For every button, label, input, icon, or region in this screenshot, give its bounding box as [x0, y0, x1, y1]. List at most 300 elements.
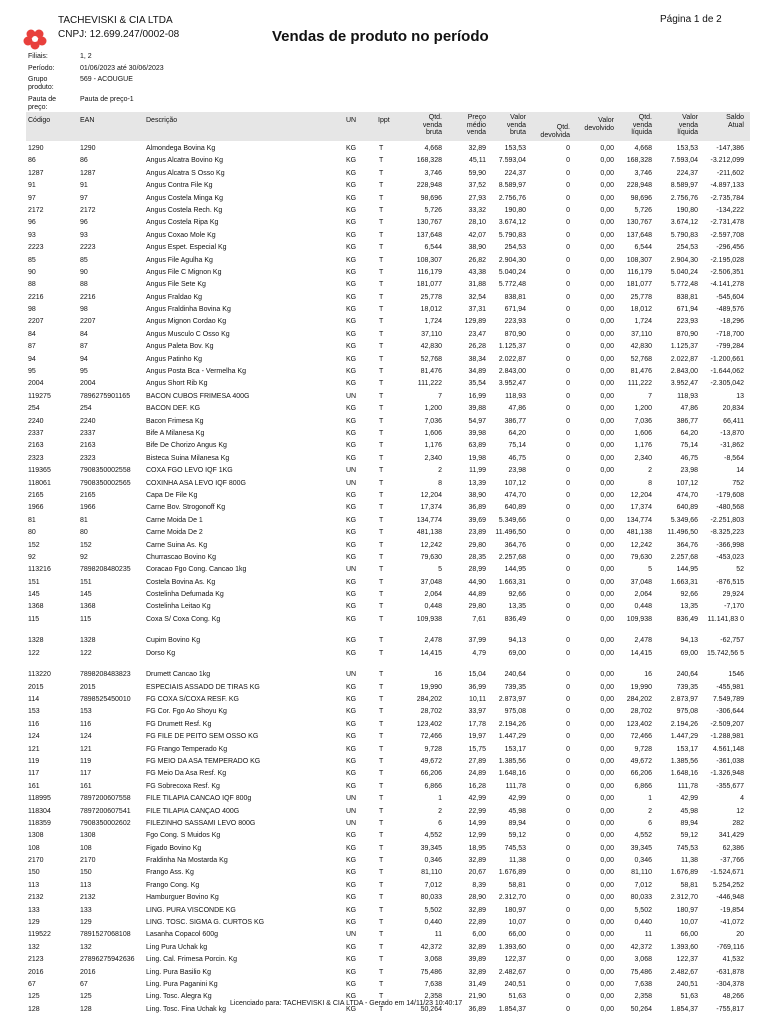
cell-valor-venda-bruta: 153,53: [504, 145, 526, 152]
cell-saldo-atual: -7,170: [724, 603, 744, 611]
cell-preco-medio: 14,99: [468, 819, 486, 827]
cell-un: KG: [346, 318, 357, 326]
cell-valor-venda-bruta: 2.194,26: [498, 720, 526, 728]
cell-un: UN: [346, 931, 357, 939]
cell-saldo-atual: -304,378: [716, 981, 744, 988]
cell-valor-devolvido: 0,00: [600, 881, 614, 889]
cell-qtd-devolvida: 0: [566, 869, 570, 877]
cell-qtd-devolvida: 0: [566, 819, 570, 827]
col-ean: EAN: [80, 117, 95, 124]
cell-valor-venda-liquida: 745,53: [676, 844, 698, 852]
cell-ippt: T: [379, 770, 384, 778]
cell-descricao: FILE TILAPIA CANÇAO 400G: [146, 807, 240, 815]
cell-codigo: 1287: [28, 169, 44, 177]
cell-codigo: 2323: [28, 454, 44, 462]
cell-un: KG: [346, 405, 357, 413]
cell-qtd-venda-bruta: 42,830: [420, 343, 442, 351]
cell-descricao: Cupim Bovino Kg: [146, 637, 201, 645]
cell-valor-venda-bruta: 64,20: [508, 429, 526, 437]
cell-un: UN: [346, 479, 357, 487]
cell-preco-medio: 45,11: [469, 157, 486, 165]
cell-codigo: 2132: [28, 894, 44, 902]
table-row: [26, 279, 750, 291]
cell-valor-venda-liquida: 386,77: [676, 417, 698, 425]
cell-descricao: Angus Fraldao Kg: [146, 293, 203, 301]
cell-un: KG: [346, 906, 357, 914]
cell-valor-venda-liquida: 69,00: [680, 649, 698, 657]
cell-qtd-venda-bruta: 137,648: [416, 231, 442, 239]
cell-saldo-atual: 20,834: [722, 405, 744, 413]
cell-valor-venda-liquida: 1.385,56: [670, 757, 698, 765]
cell-qtd-venda-bruta: 116,179: [417, 268, 442, 276]
cell-valor-venda-bruta: 745,53: [504, 844, 526, 852]
cell-valor-venda-liquida: 107,12: [676, 479, 698, 487]
cell-descricao: Ling Pura Uchak kg: [146, 943, 208, 951]
cell-qtd-venda-bruta: 17,374: [420, 504, 442, 512]
cell-qtd-venda-bruta: 1,176: [424, 442, 442, 450]
cell-saldo-atual: 4.561,148: [712, 745, 744, 753]
cell-codigo: 122: [28, 649, 40, 657]
cell-qtd-venda-bruta: 28,702: [420, 708, 442, 716]
cell-descricao: Bife A Milanesa Kg: [146, 429, 205, 437]
cell-qtd-devolvida: 0: [566, 293, 570, 301]
cell-qtd-venda-bruta: 8: [438, 479, 442, 487]
cell-valor-venda-liquida: 640,89: [676, 504, 698, 512]
cell-codigo: 116: [28, 720, 40, 728]
col-valor-devolvido: Valor devolvido: [584, 117, 614, 132]
cell-saldo-atual: -1.524,671: [710, 869, 744, 877]
cell-qtd-devolvida: 0: [566, 591, 570, 599]
cell-valor-venda-bruta: 838,81: [504, 293, 526, 301]
cell-ean: 161: [80, 782, 92, 790]
cell-preco-medio: 21,90: [468, 993, 486, 1001]
cell-qtd-venda-liquida: 9,728: [634, 745, 652, 753]
cell-un: KG: [346, 615, 357, 623]
cell-valor-venda-liquida: 5.772,48: [670, 281, 698, 289]
cell-preco-medio: 10,11: [469, 696, 486, 704]
cell-saldo-atual: -41,072: [720, 919, 744, 927]
cell-valor-venda-bruta: 2.257,68: [498, 553, 526, 561]
cell-valor-venda-bruta: 94,13: [508, 637, 526, 645]
cell-saldo-atual: -134,222: [716, 206, 744, 214]
cell-valor-venda-liquida: 836,49: [676, 615, 698, 623]
cell-ippt: T: [379, 993, 384, 1001]
table-row: [26, 267, 750, 279]
cell-qtd-venda-bruta: 1,606: [424, 429, 442, 437]
cell-saldo-atual: -631,878: [716, 968, 744, 976]
cell-qtd-devolvida: 0: [566, 603, 570, 611]
cell-un: KG: [346, 591, 357, 599]
cell-ippt: T: [379, 231, 384, 239]
cell-qtd-venda-liquida: 0,440: [634, 919, 652, 927]
cell-valor-venda-liquida: 2.257,68: [670, 553, 698, 561]
cell-valor-devolvido: 0,00: [600, 467, 614, 475]
cell-qtd-venda-liquida: 16: [644, 671, 652, 679]
cell-qtd-venda-liquida: 134,774: [626, 516, 652, 524]
cell-valor-venda-liquida: 3.674,12: [670, 219, 698, 227]
cell-qtd-venda-liquida: 2,358: [634, 993, 652, 1001]
cell-ean: 115: [80, 615, 92, 623]
filter-value: 1, 2: [80, 53, 92, 60]
cell-un: UN: [346, 807, 357, 815]
cell-codigo: 254: [28, 405, 40, 413]
cell-ippt: T: [379, 637, 384, 645]
cell-valor-venda-liquida: 2.312,70: [670, 894, 698, 902]
cell-saldo-atual: -211,602: [716, 169, 744, 177]
cell-qtd-venda-bruta: 81,110: [421, 869, 442, 877]
page-number: Página 1 de 2: [660, 14, 722, 25]
cell-valor-venda-liquida: 223,93: [676, 318, 698, 326]
cell-qtd-venda-liquida: 1,200: [634, 405, 652, 413]
cell-codigo: 115: [28, 615, 40, 623]
cell-preco-medio: 27,93: [468, 194, 486, 202]
cell-qtd-devolvida: 0: [566, 516, 570, 524]
cell-qtd-venda-bruta: 7,638: [424, 981, 442, 988]
cell-descricao: FG Drumett Resf. Kg: [146, 720, 212, 728]
cell-saldo-atual: -3.212,099: [710, 157, 744, 165]
filter-value: Pauta de preço-1: [80, 96, 134, 103]
table-row: [26, 527, 750, 539]
cell-descricao: Angus Short Rib Kg: [146, 380, 208, 388]
cell-un: KG: [346, 857, 357, 865]
cell-saldo-atual: -2.506,351: [710, 268, 744, 276]
cell-ippt: T: [379, 206, 384, 214]
cell-un: KG: [346, 293, 357, 301]
cell-qtd-venda-liquida: 7: [648, 392, 652, 400]
cell-qtd-devolvida: 0: [566, 467, 570, 475]
cell-qtd-venda-liquida: 130,767: [626, 219, 652, 227]
cell-qtd-venda-liquida: 137,648: [626, 231, 652, 239]
cell-codigo: 95: [28, 368, 36, 376]
cell-valor-venda-liquida: 23,98: [680, 467, 698, 475]
cell-ean: 7898208480235: [80, 566, 131, 574]
cell-qtd-venda-bruta: 2: [438, 467, 442, 475]
col-qtd-venda-bruta: Qtd. venda bruta: [422, 114, 442, 136]
cell-qtd-venda-liquida: 1: [648, 795, 652, 803]
cell-valor-venda-liquida: 1.663,31: [670, 578, 698, 586]
cell-qtd-devolvida: 0: [566, 454, 570, 462]
cell-qtd-venda-liquida: 7,036: [634, 417, 652, 425]
cell-qtd-venda-liquida: 7,012: [634, 881, 652, 889]
cell-valor-venda-liquida: 111,78: [677, 782, 698, 790]
cell-valor-venda-liquida: 671,94: [676, 306, 698, 314]
cell-valor-venda-bruta: 7.593,04: [498, 157, 526, 165]
cell-ippt: T: [379, 671, 384, 679]
cell-valor-venda-liquida: 58,81: [680, 881, 698, 889]
cell-qtd-venda-liquida: 18,012: [630, 306, 652, 314]
cell-valor-devolvido: 0,00: [600, 268, 614, 276]
table-header: [26, 112, 750, 141]
cell-un: KG: [346, 578, 357, 586]
cell-descricao: FG MEIO DA ASA TEMPERADO KG: [146, 757, 261, 765]
table-row: [26, 292, 750, 304]
cell-saldo-atual: 12: [736, 807, 744, 815]
cell-qtd-venda-bruta: 98,696: [420, 194, 442, 202]
cell-qtd-devolvida: 0: [566, 145, 570, 152]
cell-qtd-devolvida: 0: [566, 318, 570, 326]
cell-descricao: Lasanha Copacol 600g: [146, 931, 219, 939]
cell-descricao: Angus Costela Ripa Kg: [146, 219, 219, 227]
cell-qtd-devolvida: 0: [566, 1005, 570, 1013]
table-row: [26, 354, 750, 366]
cell-ean: 67: [80, 981, 88, 988]
table-row: [26, 540, 750, 552]
cell-codigo: 87: [28, 343, 36, 351]
cell-preco-medio: 12,99: [468, 832, 486, 840]
cell-ean: 152: [80, 541, 92, 549]
cell-qtd-venda-liquida: 11: [644, 931, 652, 939]
cell-ippt: T: [379, 219, 384, 227]
cell-descricao: Coracao Fgo Cong. Cancao 1kg: [146, 566, 247, 574]
cell-saldo-atual: -19,854: [720, 906, 744, 914]
cell-un: KG: [346, 541, 357, 549]
col-saldo-atual: Saldo Atual: [726, 114, 744, 129]
cell-preco-medio: 37,31: [468, 306, 486, 314]
cell-valor-venda-liquida: 2.873,97: [670, 696, 698, 704]
cell-preco-medio: 28,99: [468, 566, 486, 574]
company-info: [58, 14, 179, 42]
cell-saldo-atual: 62,386: [722, 844, 744, 852]
cell-valor-devolvido: 0,00: [600, 380, 614, 388]
cell-descricao: FILEZINHO SASSAMI LEVO 800G: [146, 819, 256, 827]
cell-ean: 92: [80, 553, 88, 561]
cell-saldo-atual: 15.742,56 5: [707, 649, 744, 657]
cell-un: KG: [346, 733, 357, 741]
table-row: [26, 942, 750, 954]
cell-qtd-venda-bruta: 39,345: [420, 844, 442, 852]
cell-un: KG: [346, 145, 357, 152]
cell-un: KG: [346, 417, 357, 425]
cell-valor-devolvido: 0,00: [600, 417, 614, 425]
cell-un: KG: [346, 194, 357, 202]
cell-qtd-venda-liquida: 49,672: [630, 757, 652, 765]
cell-valor-venda-bruta: 2.756,76: [498, 194, 526, 202]
cell-valor-devolvido: 0,00: [600, 256, 614, 264]
cell-saldo-atual: -62,757: [720, 637, 744, 645]
cell-saldo-atual: -455,981: [716, 683, 744, 691]
cell-saldo-atual: 7.549,789: [712, 696, 744, 704]
cell-ean: 7908350002602: [80, 819, 131, 827]
cell-ean: 2323: [80, 454, 96, 462]
cell-valor-venda-liquida: 1.125,37: [670, 343, 698, 351]
cell-valor-venda-liquida: 5.040,24: [670, 268, 698, 276]
cell-preco-medio: 6,00: [472, 931, 486, 939]
cell-qtd-venda-liquida: 228,948: [626, 182, 652, 190]
cell-qtd-venda-liquida: 52,768: [630, 355, 652, 363]
cell-preco-medio: 36,89: [468, 1005, 486, 1013]
cell-valor-venda-bruta: 240,64: [504, 671, 526, 679]
cell-un: KG: [346, 956, 357, 964]
cell-codigo: 153: [28, 708, 40, 716]
cell-valor-venda-bruta: 2.312,70: [498, 894, 526, 902]
cell-qtd-venda-liquida: 37,048: [630, 578, 652, 586]
cell-descricao: FG Frango Temperado Kg: [146, 745, 228, 753]
cell-valor-venda-liquida: 144,95: [676, 566, 698, 574]
cell-ean: 85: [80, 256, 88, 264]
cell-ean: 81: [80, 516, 88, 524]
table-row: [26, 614, 750, 632]
cell-ippt: T: [379, 919, 384, 927]
cell-codigo: 97: [28, 194, 36, 202]
filter-grupo: [28, 76, 133, 92]
table-row: [26, 744, 750, 756]
cell-preco-medio: 32,54: [468, 293, 486, 301]
cell-valor-venda-bruta: 364,76: [504, 541, 526, 549]
table-row: [26, 143, 750, 155]
cell-qtd-venda-bruta: 81,476: [420, 368, 442, 376]
cell-codigo: 81: [28, 516, 36, 524]
cell-valor-devolvido: 0,00: [600, 603, 614, 611]
cell-qtd-devolvida: 0: [566, 745, 570, 753]
cell-preco-medio: 32,89: [468, 968, 486, 976]
filter-value: 01/06/2023 até 30/06/2023: [80, 65, 164, 72]
cell-ippt: T: [379, 807, 384, 815]
cell-ippt: T: [379, 194, 384, 202]
cell-codigo: 2015: [28, 683, 44, 691]
cell-ippt: T: [379, 293, 384, 301]
cell-codigo: 2016: [28, 968, 44, 976]
cell-codigo: 113216: [28, 566, 51, 574]
cell-valor-devolvido: 0,00: [600, 454, 614, 462]
cell-valor-venda-bruta: 118,93: [505, 392, 526, 400]
cell-valor-venda-bruta: 1.676,89: [498, 869, 526, 877]
cell-qtd-devolvida: 0: [566, 956, 570, 964]
cell-preco-medio: 28,90: [468, 894, 486, 902]
col-un: UN: [346, 117, 357, 124]
cell-qtd-venda-liquida: 50,264: [630, 1005, 652, 1013]
cell-preco-medio: 19,97: [468, 733, 486, 741]
cell-un: KG: [346, 757, 357, 765]
cell-valor-venda-liquida: 2.756,76: [670, 194, 698, 202]
cell-codigo: 2240: [28, 417, 44, 425]
cell-ippt: T: [379, 343, 384, 351]
cell-codigo: 117: [28, 770, 40, 778]
table-row: [26, 682, 750, 694]
cell-descricao: Angus Costela Rech. Kg: [146, 206, 223, 214]
cell-qtd-venda-liquida: 3,068: [634, 956, 652, 964]
cell-qtd-venda-liquida: 481,138: [626, 529, 652, 537]
table-row: [26, 694, 750, 706]
cell-ippt: T: [379, 683, 384, 691]
cell-descricao: Angus File Sete Kg: [146, 281, 206, 289]
cell-saldo-atual: -306,644: [716, 708, 744, 716]
cell-codigo: 113: [28, 881, 40, 889]
cell-ean: 96: [80, 219, 88, 227]
cell-codigo: 114: [28, 696, 40, 704]
cell-valor-devolvido: 0,00: [600, 206, 614, 214]
cell-un: KG: [346, 782, 357, 790]
cell-ean: 2163: [80, 442, 96, 450]
cell-valor-devolvido: 0,00: [600, 671, 614, 679]
cell-ippt: T: [379, 1005, 384, 1013]
cell-descricao: Angus Paleta Bov. Kg: [146, 343, 214, 351]
cell-valor-venda-bruta: 144,95: [504, 566, 526, 574]
cell-valor-devolvido: 0,00: [600, 343, 614, 351]
cell-qtd-devolvida: 0: [566, 566, 570, 574]
cell-valor-devolvido: 0,00: [600, 157, 614, 165]
table-row: [26, 230, 750, 242]
cell-ean: 125: [80, 993, 92, 1001]
cell-valor-venda-bruta: 10,07: [508, 919, 526, 927]
cell-qtd-venda-liquida: 2: [648, 467, 652, 475]
cell-descricao: Ling. Cal. Frimesa Porcin. Kg: [146, 956, 238, 964]
cell-valor-devolvido: 0,00: [600, 649, 614, 657]
cell-qtd-venda-liquida: 80,033: [630, 894, 652, 902]
table-row: [26, 589, 750, 601]
cell-descricao: Fgo Cong. S Muidos Kg: [146, 832, 221, 840]
cell-valor-venda-bruta: 2.843,00: [498, 368, 526, 376]
cell-valor-venda-liquida: 66,00: [680, 931, 698, 939]
cell-qtd-venda-bruta: 109,938: [416, 615, 442, 623]
cell-descricao: Costelinha Defumada Kg: [146, 591, 224, 599]
cell-qtd-devolvida: 0: [566, 671, 570, 679]
cell-un: KG: [346, 281, 357, 289]
cell-qtd-venda-liquida: 2,478: [634, 637, 652, 645]
cell-valor-venda-bruta: 2.873,97: [498, 696, 526, 704]
cell-valor-devolvido: 0,00: [600, 281, 614, 289]
cell-saldo-atual: -876,515: [716, 578, 744, 586]
cell-qtd-venda-liquida: 6,544: [634, 244, 652, 252]
cell-codigo: 85: [28, 256, 36, 264]
cell-ippt: T: [379, 832, 384, 840]
cell-descricao: FG Meio Da Asa Resf. Kg: [146, 770, 227, 778]
cell-qtd-venda-bruta: 7,036: [424, 417, 442, 425]
cell-ean: 27896275942636: [80, 956, 135, 964]
cell-qtd-devolvida: 0: [566, 795, 570, 803]
cell-preco-medio: 129,89: [464, 318, 486, 326]
table-row: [26, 979, 750, 991]
cell-qtd-venda-bruta: 52,768: [420, 355, 442, 363]
cell-qtd-venda-bruta: 6,866: [424, 782, 442, 790]
filter-label: Período:: [28, 65, 55, 72]
cell-valor-venda-liquida: 64,20: [680, 429, 698, 437]
cell-descricao: Bacon Frimesa Kg: [146, 417, 204, 425]
cell-codigo: 67: [28, 981, 36, 988]
cell-valor-devolvido: 0,00: [600, 318, 614, 326]
cell-qtd-venda-bruta: 134,774: [416, 516, 442, 524]
cell-ippt: T: [379, 405, 384, 413]
cell-valor-devolvido: 0,00: [600, 405, 614, 413]
cell-valor-devolvido: 0,00: [600, 819, 614, 827]
cell-un: KG: [346, 770, 357, 778]
cell-un: KG: [346, 504, 357, 512]
cell-ippt: T: [379, 956, 384, 964]
cell-valor-venda-liquida: 42,99: [680, 795, 698, 803]
cell-valor-devolvido: 0,00: [600, 330, 614, 338]
cell-qtd-venda-bruta: 75,486: [420, 968, 442, 976]
cell-qtd-venda-liquida: 123,402: [626, 720, 652, 728]
cell-qtd-devolvida: 0: [566, 844, 570, 852]
cell-valor-devolvido: 0,00: [600, 844, 614, 852]
cell-valor-venda-liquida: 46,75: [680, 454, 698, 462]
cell-descricao: Angus File Agulha Kg: [146, 256, 213, 264]
cell-descricao: Angus Fraldinha Bovina Kg: [146, 306, 231, 314]
cell-preco-medio: 23,89: [468, 529, 486, 537]
cell-codigo: 2165: [28, 491, 44, 499]
table-row: [26, 756, 750, 768]
cell-ippt: T: [379, 931, 384, 939]
col-preco-medio: Preço médio venda: [466, 114, 486, 136]
cell-un: KG: [346, 256, 357, 264]
cell-un: KG: [346, 696, 357, 704]
cell-valor-devolvido: 0,00: [600, 516, 614, 524]
cell-codigo: 2163: [28, 442, 44, 450]
cell-un: KG: [346, 745, 357, 753]
cell-un: KG: [346, 993, 357, 1001]
table-row: [26, 867, 750, 879]
cell-preco-medio: 26,28: [468, 343, 486, 351]
table-row: [26, 669, 750, 681]
